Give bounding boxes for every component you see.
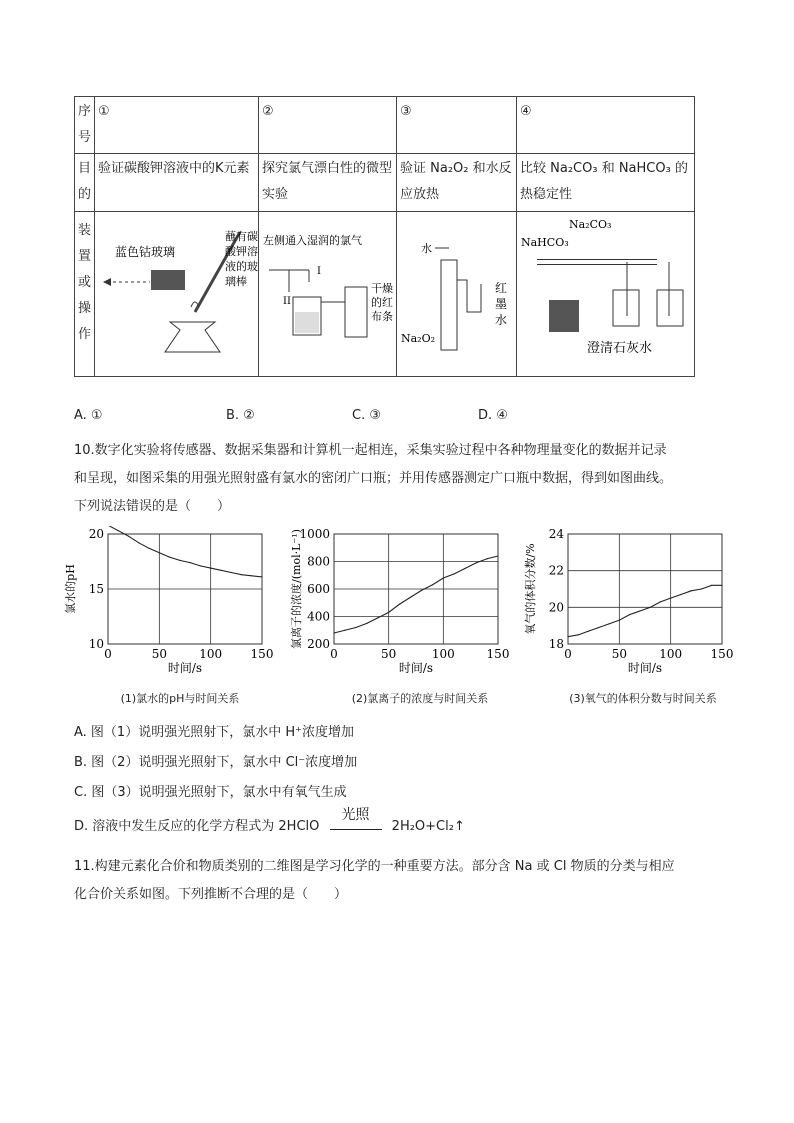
lime-water-label: 澄清石灰水 — [587, 341, 653, 356]
data-point — [486, 558, 487, 559]
data-point — [179, 560, 180, 561]
data-point — [432, 584, 433, 585]
col1-purpose: 验证碳酸钾溶液中的K元素 — [95, 154, 259, 212]
col3-purpose: 验证 Na₂O₂ 和水反应放热 — [397, 154, 517, 212]
data-point — [200, 565, 201, 566]
label-II: II — [283, 296, 291, 307]
row-header-apparatus: 装置或操作 — [75, 212, 95, 377]
q9-option-b[interactable]: B. ② — [226, 408, 255, 423]
data-point — [366, 623, 367, 624]
chlorine-inlet-label: 左侧通入湿润的氯气 — [263, 234, 362, 247]
y-tick-label: 600 — [307, 582, 330, 596]
x-tick-label: 50 — [381, 647, 397, 661]
x-tick-label: 100 — [659, 647, 683, 661]
data-point — [210, 568, 211, 569]
q9-option-a[interactable]: A. ① — [74, 408, 103, 423]
condition-label: 光照 — [341, 807, 370, 823]
bottle-right — [345, 287, 367, 337]
alcohol-lamp — [165, 322, 220, 352]
x-tick-label: 150 — [486, 647, 510, 661]
x-tick-label: 100 — [199, 647, 223, 661]
x-tick-label: 0 — [330, 647, 338, 661]
rod-label: 蘸有碳酸钾溶液的玻璃棒 — [225, 230, 258, 288]
data-point — [711, 585, 712, 586]
y-tick-label: 22 — [548, 563, 564, 578]
x-tick-label: 100 — [431, 647, 455, 661]
data-point — [650, 607, 651, 608]
data-point — [241, 574, 242, 575]
q11-stem-line-2: 化合价关系如图。下列推断不合理的是（ ） — [74, 887, 348, 902]
experiment-table — [74, 96, 695, 377]
cobalt-glass — [151, 270, 185, 290]
data-point — [454, 573, 455, 574]
col2-number: ② — [259, 97, 397, 154]
ink-label: 红墨水 — [495, 281, 508, 327]
beaker-right — [657, 290, 683, 326]
data-point — [721, 585, 722, 586]
ph-chart — [64, 526, 274, 676]
chart3-title: (3)氧气的体积分数与时间关系 — [569, 692, 717, 705]
x-tick-label: 0 — [564, 647, 572, 661]
y-axis-label: 氯水的pH — [64, 564, 77, 614]
x-tick-label: 150 — [250, 647, 274, 661]
y-tick-label: 15 — [88, 582, 104, 596]
y-tick-label: 200 — [307, 637, 330, 651]
data-point — [399, 604, 400, 605]
data-point — [497, 555, 498, 556]
data-point — [251, 575, 252, 576]
dry-strip-label: 干燥的红布条 — [371, 282, 393, 323]
beaker-left — [613, 290, 639, 326]
na2o2-diagram — [397, 212, 517, 366]
chart1-title: (1)氯水的pH与时间关系 — [120, 692, 240, 705]
data-point — [333, 632, 334, 633]
data-point — [476, 562, 477, 563]
data-line — [568, 585, 722, 636]
burner-block — [549, 300, 579, 332]
y-tick-label: 10 — [88, 637, 104, 651]
data-point — [443, 577, 444, 578]
q10-option-c[interactable]: C. 图（3）说明强光照射下，氯水中有氧气生成 — [74, 785, 347, 800]
q10-option-b[interactable]: B. 图（2）说明强光照射下，氯水中 Cl⁻浓度增加 — [74, 755, 358, 770]
data-point — [377, 617, 378, 618]
y-axis-label: 氯离子的浓度/(mol·L⁻¹) — [290, 529, 303, 649]
data-point — [578, 634, 579, 635]
data-point — [344, 630, 345, 631]
y-tick-label: 24 — [548, 527, 564, 541]
q11-stem-line-1: 11.构建元素化合价和物质类别的二维图是学习化学的一种重要方法。部分含 Na 或 Cl 物质的分类与相应 — [74, 859, 675, 874]
y-tick-label: 400 — [307, 609, 330, 624]
y-tick-label: 18 — [548, 637, 564, 651]
cobalt-glass-label: 蓝色钴玻璃 — [115, 245, 176, 259]
data-point — [608, 623, 609, 624]
option-d-prefix: D. 溶液中发生反应的化学方程式为 2HClO — [74, 819, 320, 834]
y-axis-label: 氧气的体积分数/% — [524, 543, 537, 635]
data-point — [588, 631, 589, 632]
oxygen-chart — [524, 526, 734, 676]
label-I: I — [317, 266, 321, 277]
chlorine-diagram — [259, 212, 397, 366]
data-point — [691, 590, 692, 591]
data-point — [128, 536, 129, 537]
data-point — [567, 636, 568, 637]
data-point — [138, 542, 139, 543]
data-point — [701, 588, 702, 589]
chloride-chart — [290, 526, 510, 676]
x-tick-label: 50 — [151, 647, 167, 661]
data-point — [421, 590, 422, 591]
data-point — [355, 627, 356, 628]
eye-icon — [103, 278, 111, 286]
data-point — [169, 557, 170, 558]
q10-stem-line-3: 下列说法错误的是（ ） — [74, 499, 231, 514]
data-line — [334, 556, 498, 633]
x-axis-label: 时间/s — [398, 661, 434, 675]
na2co3-label: Na₂CO₃ — [569, 218, 612, 231]
data-point — [598, 627, 599, 628]
data-point — [629, 614, 630, 615]
col3-apparatus — [397, 212, 517, 377]
col4-apparatus — [517, 212, 695, 377]
data-point — [118, 530, 119, 531]
col2-apparatus — [259, 212, 397, 377]
col4-number: ④ — [517, 97, 695, 154]
option-d-suffix: 2H₂O+Cl₂↑ — [391, 819, 465, 834]
row-header-number: 序号 — [75, 97, 95, 154]
data-point — [465, 568, 466, 569]
data-point — [660, 601, 661, 602]
nahco3-label: NaHCO₃ — [521, 236, 569, 249]
data-point — [410, 597, 411, 598]
q10-stem-line-2: 和呈现，如图采集的用强光照射盛有氯水的密闭广口瓶；并用传感器测定广口瓶中数据，得到如图曲线。 — [74, 471, 673, 486]
col3-number: ③ — [397, 97, 517, 154]
data-point — [220, 570, 221, 571]
y-tick-label: 20 — [88, 527, 104, 541]
reaction-condition — [330, 807, 382, 830]
col2-purpose: 探究氯气漂白性的微型实验 — [259, 154, 397, 212]
x-axis-label: 时间/s — [627, 661, 663, 675]
chart2-title: (2)氯离子的浓度与时间关系 — [351, 692, 489, 705]
x-tick-label: 150 — [710, 647, 734, 661]
data-point — [388, 612, 389, 613]
y-tick-label: 1000 — [299, 527, 330, 541]
data-point — [680, 594, 681, 595]
data-point — [639, 610, 640, 611]
x-tick-label: 0 — [104, 647, 112, 661]
q10-option-d[interactable] — [74, 807, 465, 840]
x-tick-label: 50 — [611, 647, 627, 661]
data-point — [670, 598, 671, 599]
water-label: 水 — [421, 242, 432, 255]
q9-option-d[interactable]: D. ④ — [478, 408, 508, 423]
flame-test-diagram — [95, 212, 259, 366]
data-point — [231, 572, 232, 573]
row-header-purpose: 目的 — [75, 154, 95, 212]
data-point — [190, 562, 191, 563]
data-point — [159, 552, 160, 553]
data-point — [148, 548, 149, 549]
u-tube — [457, 280, 481, 312]
y-tick-label: 20 — [548, 600, 564, 615]
x-axis-label: 时间/s — [167, 661, 203, 675]
y-tick-label: 800 — [307, 554, 330, 569]
col1-apparatus — [95, 212, 259, 377]
q9-option-c[interactable]: C. ③ — [352, 408, 381, 423]
na2o2-label: Na₂O₂ — [401, 332, 436, 345]
col4-purpose: 比较 Na₂CO₃ 和 NaHCO₃ 的热稳定性 — [517, 154, 695, 212]
data-point — [261, 576, 262, 577]
q10-stem-line-1: 10.数字化实验将传感器、数据采集器和计算机一起相连，采集实验过程中各种物理量变化的数据并记录 — [74, 443, 667, 458]
col1-number: ① — [95, 97, 259, 154]
q10-option-a[interactable]: A. 图（1）说明强光照射下，氯水中 H⁺浓度增加 — [74, 725, 354, 740]
thermal-stability-diagram — [517, 212, 695, 366]
data-point — [619, 620, 620, 621]
test-tube — [441, 260, 457, 350]
